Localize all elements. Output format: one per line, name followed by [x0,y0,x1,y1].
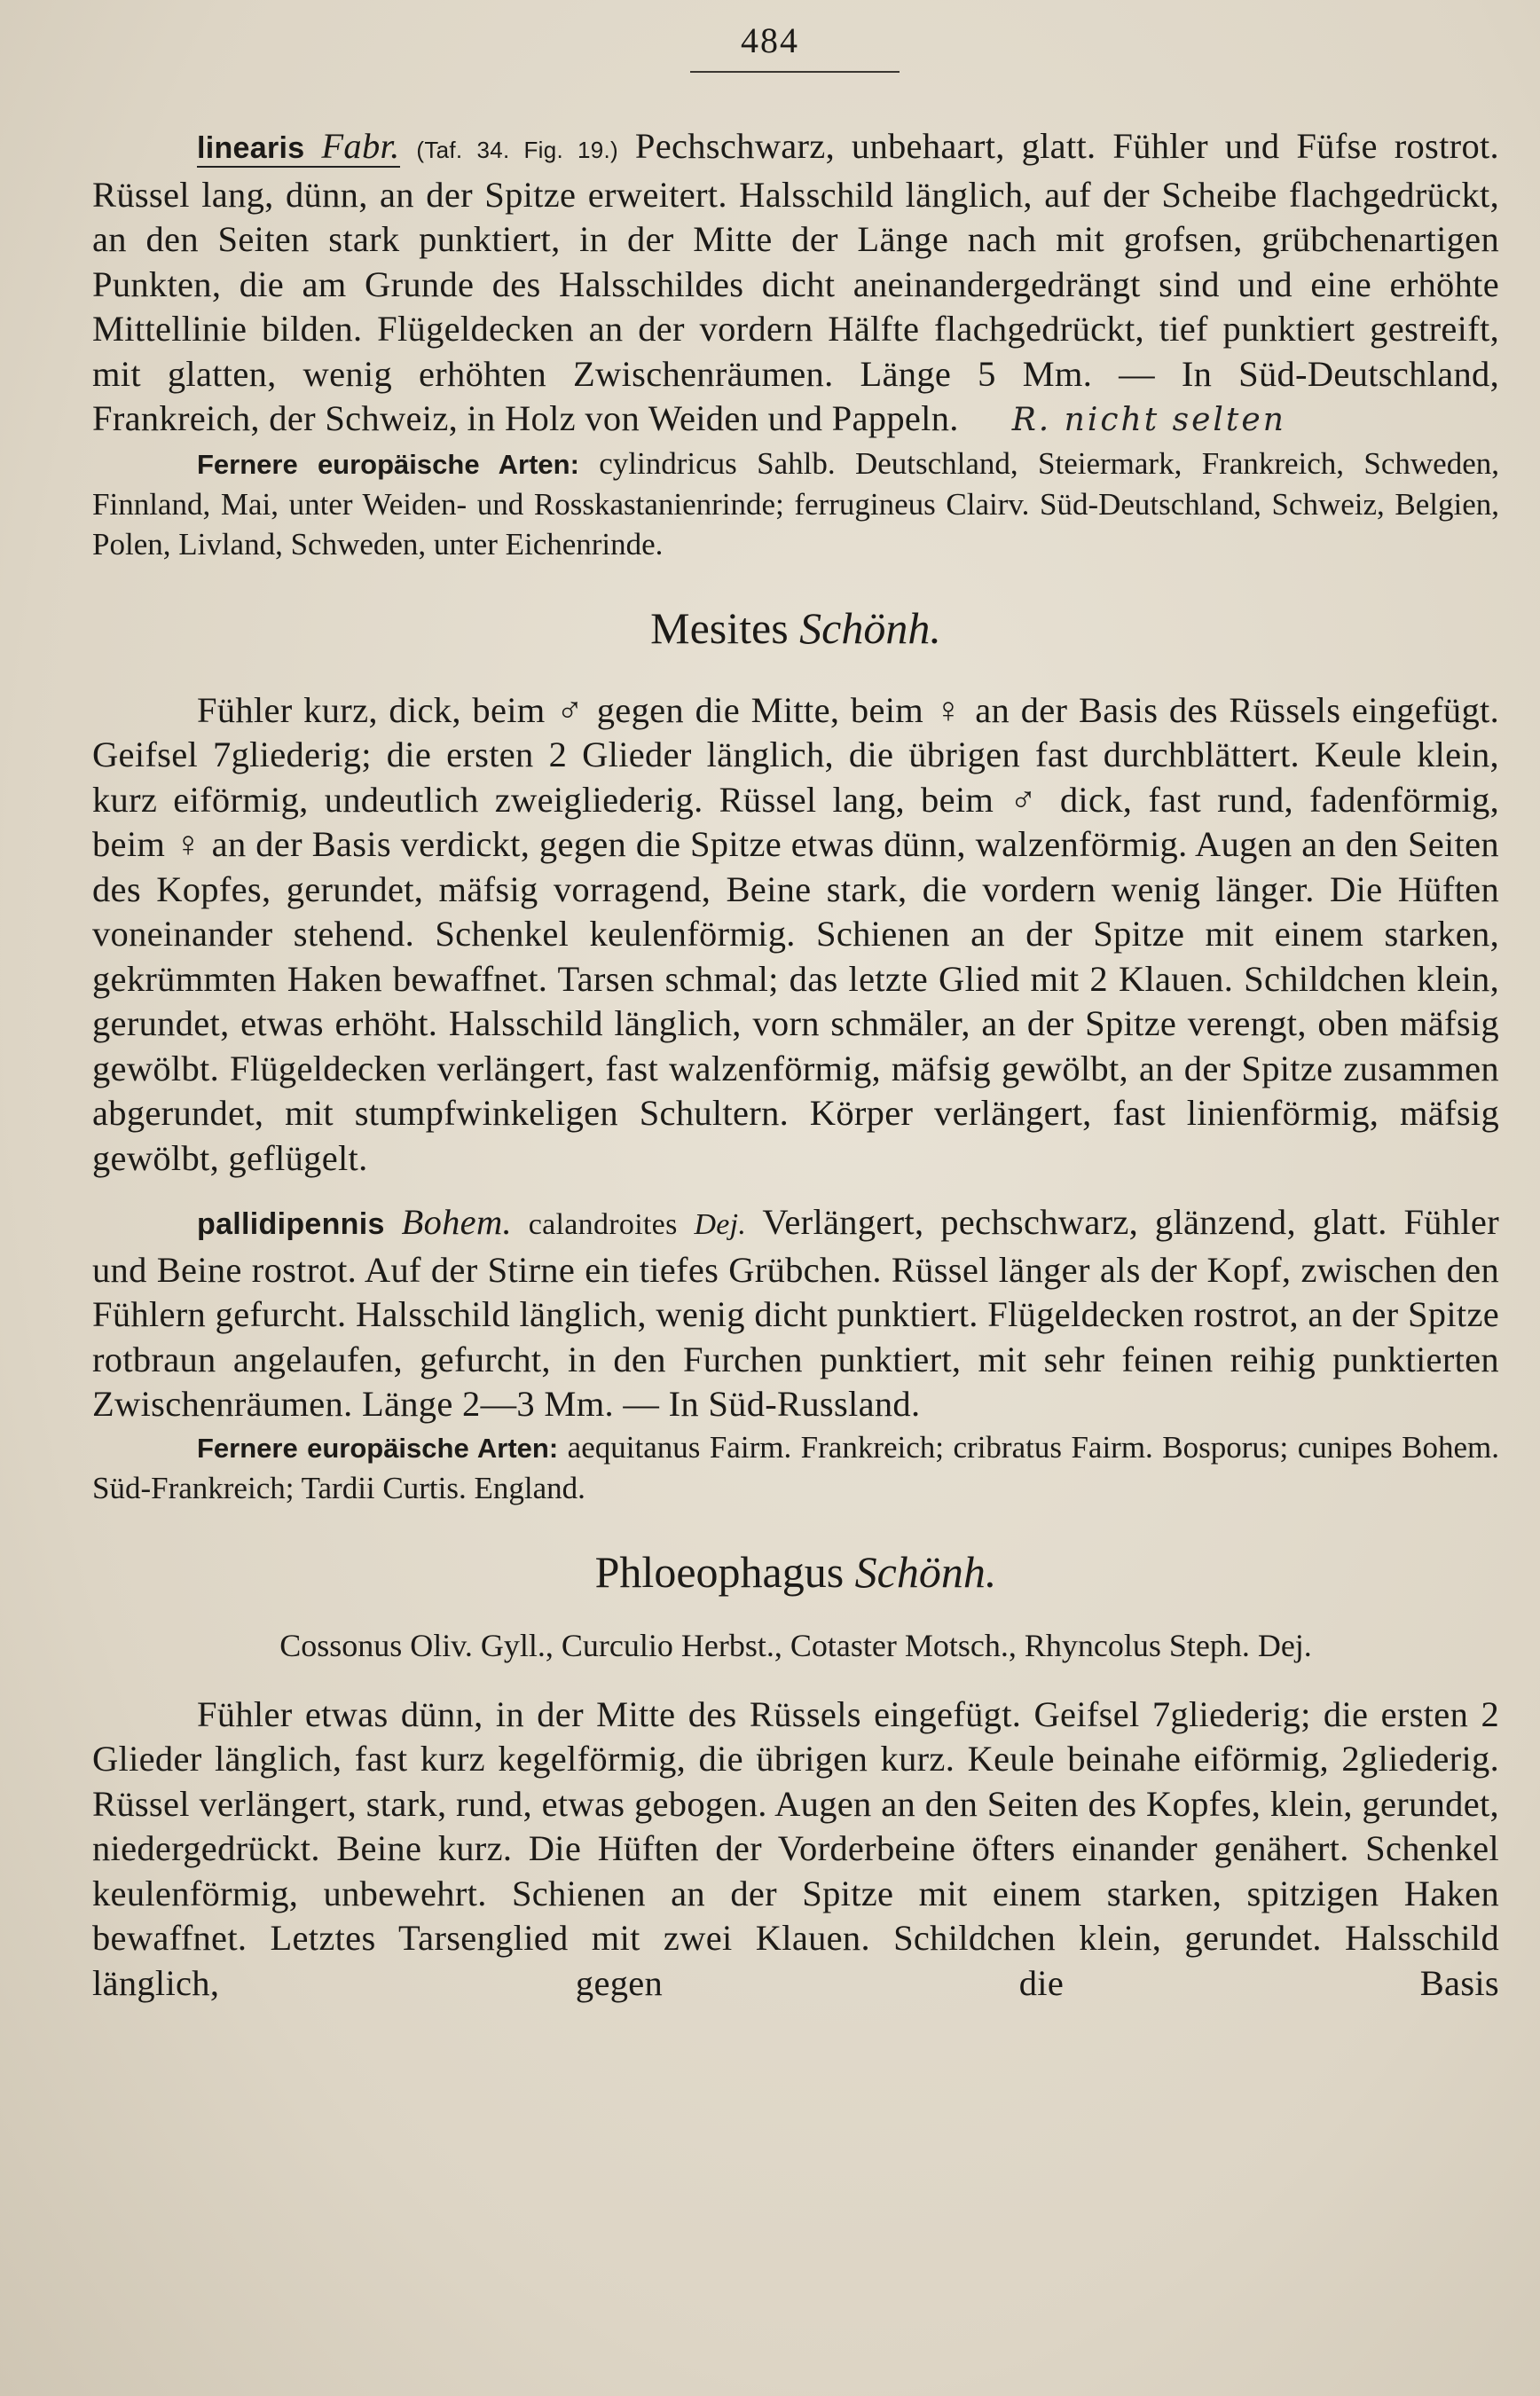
genus-title-mesites: Mesites Schönh. [650,602,941,653]
page-number: 484 [741,20,799,60]
genus-description-phloeophagus: Fühler etwas dünn, in der Mitte des Rüssels eingefügt. Geifsel 7gliederig; die ersten 2 Glieder länglich, fast kurz kegelförmig, die übrigen kurz. Keule beinahe eiförmig, 2gliederig. Rüssel verlängert, stark, rund, etwas gebogen. Augen an den Seiten des Kopfes, klein, gerundet, niedergedrückt. Beine kurz. Die Hüften der Vorderbeine öfters einander genähert. Schenkel keulenförmig, unbewehrt. Schienen an der Spitze mit einem starken, spitzigen Haken bewaffnet. Letztes Tarsenglied mit zwei Klauen. Schildchen klein, gerundet. Halsschild länglich, gegen die Basis [92,1693,1499,2003]
species-author: Bohem. [401,1202,512,1242]
further-species-1 [92,444,1499,564]
header-rule [690,71,900,73]
species-description: Pechschwarz, unbehaart, glatt. Fühler und Füfse rostrot. Rüssel lang, dünn, an der Spitze erweitert. Halsschild länglich, auf der Scheibe flachgedrückt, an den Seiten stark punktiert, in der Mitte der Länge nach mit grofsen, grübchenartigen Punkten, die am Grunde des Halsschildes dicht aneinandergedrängt sind und eine erhöhte Mittellinie bilden. Flügeldecken an der vordern Hälfte flachgedrückt, tief punktiert gestreift, mit glatten, wenig erhöhten Zwischenräumen. Länge 5 Mm. — In Süd-Deutschland, Frankreich, der Schweiz, in Holz von Weiden und Pappeln. [92,126,1499,438]
further-species-label: Fernere europäische Arten: [197,448,579,480]
synonym-author: Dej. [694,1208,747,1241]
genus-description-mesites: Fühler kurz, dick, beim ♂ gegen die Mitte, beim ♀ an der Basis des Rüssels eingefügt. Geifsel 7gliederig; die ersten 2 Glieder länglich, die übrigen fast durchblättert. Keule klein, kurz eiförmig, undeutlich zweigliederig. Rüssel lang, beim ♂ dick, fast rund, fadenförmig, beim ♀ an der Basis verdickt, gegen die Spitze etwas dünn, walzenförmig. Augen an den Seiten des Kopfes, gerundet, mäfsig vorragend, Beine stark, die vordern wenig länger. Die Hüften voneinander stehend. Schenkel keulenförmig. Schienen an der Spitze mit einem starken, gekrümmten Haken bewaffnet. Tarsen schmal; das letzte Glied mit 2 Klauen. Schildchen klein, gerundet, etwas erhöht. Halsschild länglich, vorn schmäler, an der Spitze verengt, oben mäfsig gewölbt. Flügeldecken verlängert, fast walzenförmig, mäfsig gewölbt, an der Spitze zusammen abgerundet, mit stumpfwinkeligen Schultern. Körper verlängert, fast linienförmig, mäfsig gewölbt, geflügelt. [92,689,1499,1178]
synonym: calandroites [528,1208,678,1241]
species-author: Fabr. [321,126,400,166]
handwritten-note: R. nicht selten [1011,402,1286,438]
species-name: pallidipennis [197,1207,385,1241]
genus-synonyms: Cossonus Oliv. Gyll., Curculio Herbst., Cotaster Motsch., Rhyncolus Steph. Dej. [279,1627,1312,1663]
species-pallidipennis [92,1200,1499,1427]
page-content [92,124,1499,2006]
further-species-label: Fernere europäische Arten: [197,1432,559,1464]
genus-title-phloeophagus: Phloeophagus Schönh. [594,1546,997,1597]
further-species-text: aequitanus Fairm. Frankreich; cribratus Fairm. Bosporus; cunipes Bohem. Süd-Frankreich; Tardii Curtis. England. [92,1429,1500,1505]
further-species-2 [92,1427,1499,1508]
species-name: linearis [197,131,305,165]
further-species-text: cylindricus Sahlb. Deutschland, Steiermark, Frankreich, Schweden, Finnland, Mai, unter Weiden- und Rosskastanienrinde; ferrugineus Clairv. Süd-Deutschland, Schweiz, Belgien, Polen, Livland, Schweden, unter Eichenrinde. [92,445,1499,562]
plate-reference: (Taf. 34. Fig. 19.) [416,137,618,163]
species-linearis [92,124,1499,444]
species-description: Verlängert, pechschwarz, glänzend, glatt. Fühler und Beine rostrot. Auf der Stirne ein tiefes Grübchen. Rüssel länger als der Kopf, zwischen den Fühlern gefurcht. Halsschild länglich, wenig dicht punktiert. Flügeldecken rostrot, an der Spitze rotbraun angelaufen, gefurcht, in den Furchen punktiert, mit sehr feinen reihig punktierten Zwischenräumen. Länge 2—3 Mm. — In Süd-Russland. [92,1202,1499,1424]
